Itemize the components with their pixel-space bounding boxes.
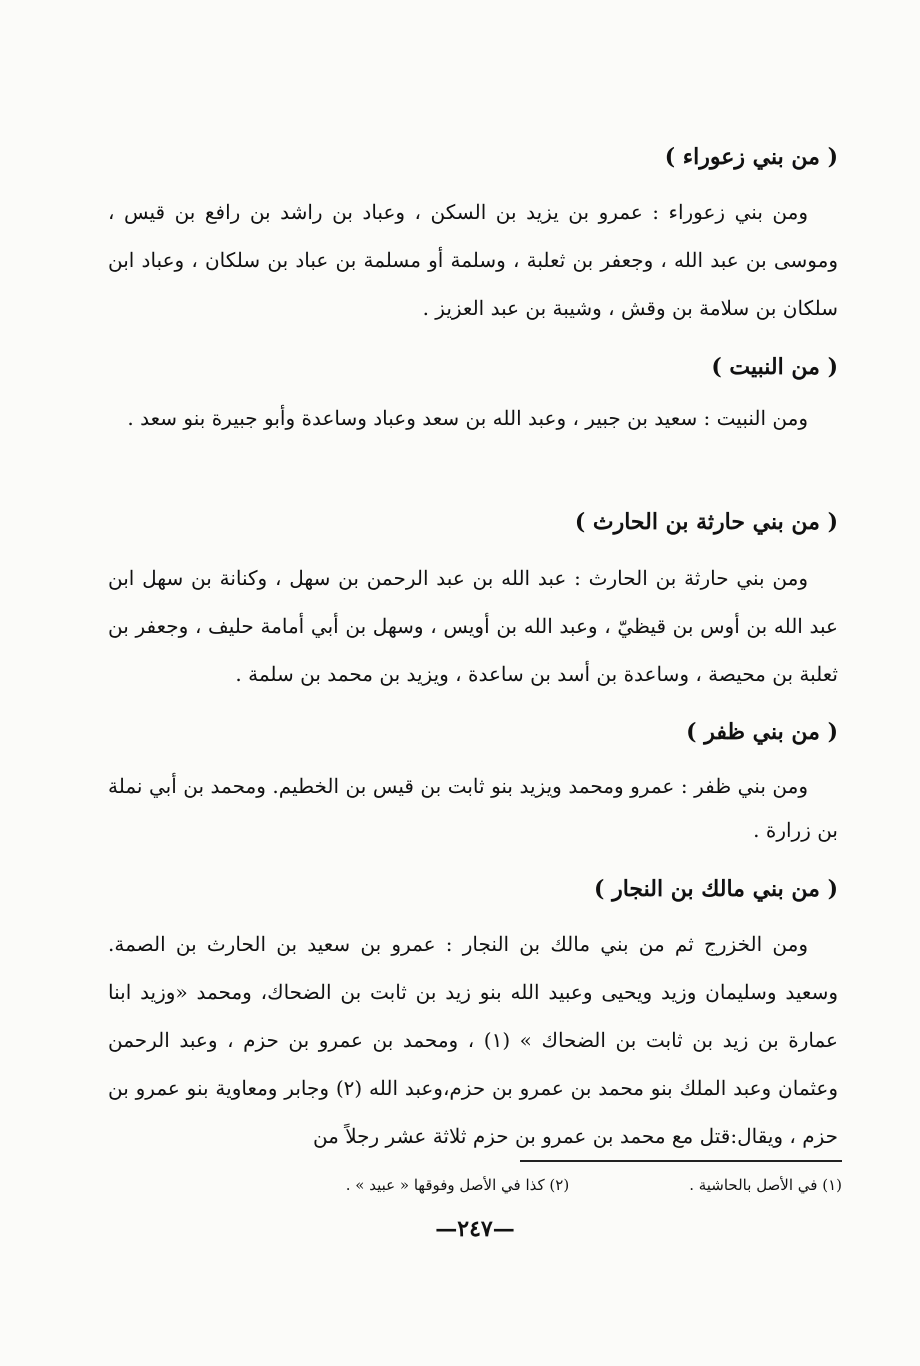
- page-number: —٢٤٧—: [435, 1216, 515, 1242]
- section-heading-bani-malik: ( من بني مالك بن النجار ): [594, 876, 838, 902]
- paragraph: ومن بني زعوراء : عمرو بن يزيد بن السكن ، وعباد بن راشد بن رافع بن قيس ، وموسى بن عبد الله ، وجعفر بن ثعلبة ، وسلمة أو مسلمة بن عباد بن سلكان ، وعباد ابن سلكان بن سلامة بن وقش ، وشيبة بن عبد العزيز .: [108, 200, 838, 320]
- section-body-nabit: [108, 396, 838, 440]
- paragraph: ومن بني ظفر : عمرو ومحمد ويزيد بنو ثابت بن قيس بن الخطيم. ومحمد بن أبي نملة بن زرارة .: [108, 774, 838, 842]
- footnotes: [202, 1172, 842, 1198]
- footnote-2: (٢) كذا في الأصل وفوقها « عبيد » .: [345, 1176, 570, 1194]
- section-heading-nabit: ( من النبيت ): [711, 354, 838, 380]
- section-body-bani-zaura: [108, 188, 838, 332]
- paragraph: ومن الخزرج ثم من بني مالك بن النجار : عمرو بن سعيد بن الحارث بن الصمة. وسعيد وسليمان وزيد ويحيى وعبيد الله بنو زيد بن ثابت بن الضحاك، ومحمد «وزيد ابنا عمارة بن زيد بن ثابت بن الضحاك » (١) ، ومحمد بن عمرو بن حزم ، وعبد الرحمن وعثمان وعبد الملك بنو محمد بن عمرو بن حزم،وعبد الله (٢) وجابر ومعاوية بنو عمرو بن حزم ، ويقال:قتل مع محمد بن عمرو بن حزم ثلاثة عشر رجلاً من: [108, 932, 839, 1148]
- section-body-bani-haritha: [108, 554, 838, 698]
- paragraph: ومن بني حارثة بن الحارث : عبد الله بن عبد الرحمن بن سهل ، وكنانة بن سهل ابن عبد الله بن أوس بن قيظيّ ، وعبد الله بن أويس ، وسهل بن أبي أمامة حليف ، وجعفر بن ثعلبة بن محيصة ، وساعدة بن أسد بن ساعدة ، ويزيد بن محمد بن سلمة .: [108, 566, 838, 686]
- paragraph: ومن النبيت : سعيد بن جبير ، وعبد الله بن سعد وعباد وساعدة وأبو جبيرة بنو سعد .: [127, 406, 808, 430]
- section-body-bani-zafar: [108, 764, 838, 852]
- footnote-divider: [520, 1160, 842, 1162]
- section-heading-bani-haritha: ( من بني حارثة بن الحارث ): [574, 509, 838, 535]
- footnote-1: (١) في الأصل بالحاشية .: [689, 1176, 842, 1194]
- section-heading-bani-zaura: ( من بني زعوراء ): [664, 144, 838, 170]
- section-heading-bani-zafar: ( من بني ظفر ): [686, 719, 838, 745]
- section-body-bani-malik: [108, 920, 838, 1160]
